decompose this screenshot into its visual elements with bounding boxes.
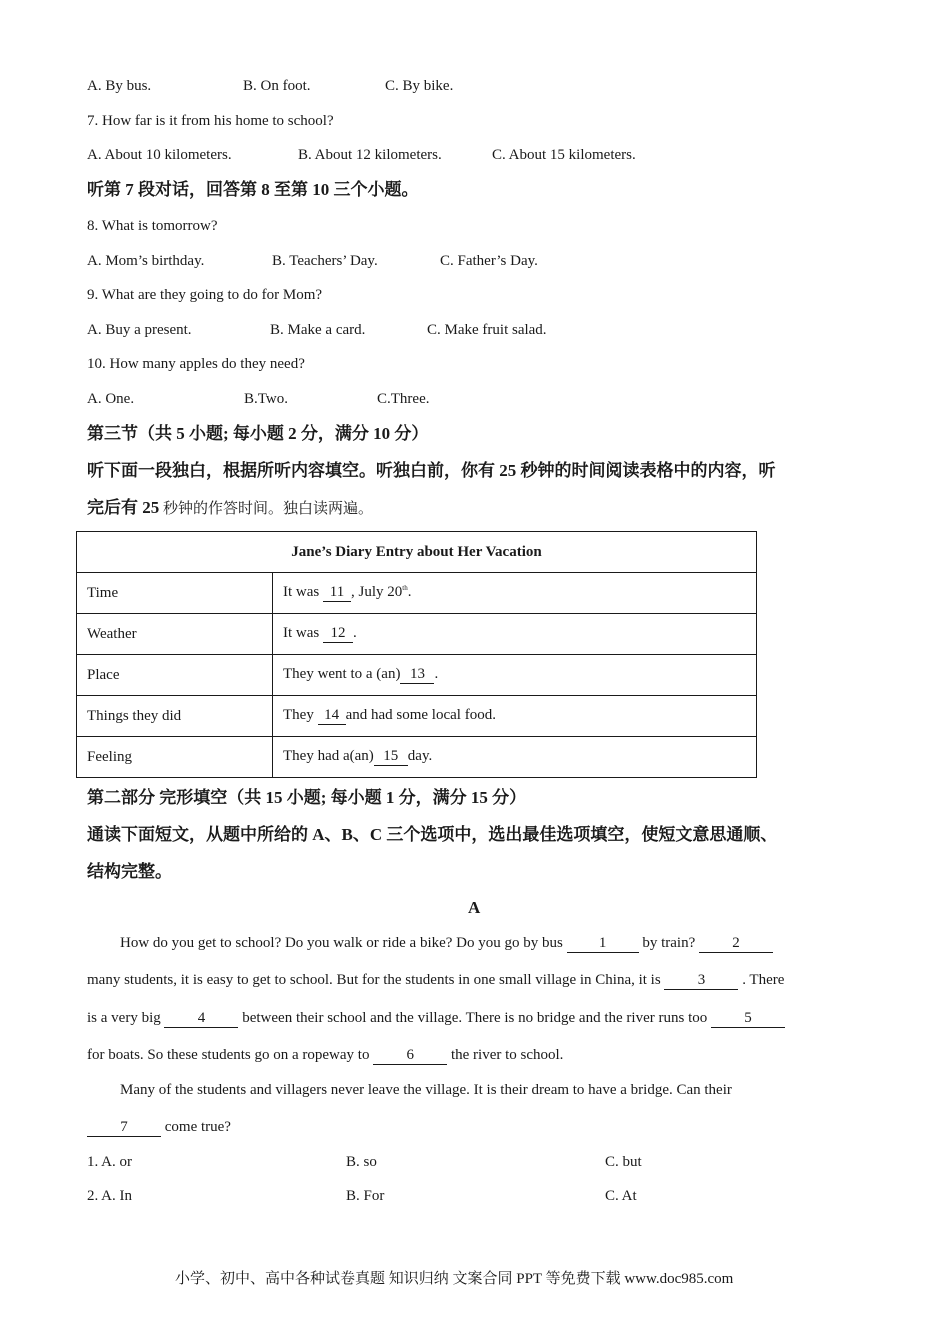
table-row <box>77 655 757 696</box>
answer-blank: 13 <box>400 666 434 684</box>
passage-line <box>87 1009 785 1028</box>
dialog7-header: 听第 7 段对话，回答第 8 至第 10 三个小题。 <box>87 180 419 199</box>
cloze-blank: 5 <box>711 1010 785 1028</box>
answer-blank: 12 <box>323 625 353 643</box>
cloze-blank: 3 <box>664 972 738 990</box>
row-text: . <box>353 625 357 642</box>
cloze-blank: 7 <box>87 1119 161 1137</box>
row-text: It was <box>283 584 320 601</box>
q7-option-b: B. About 12 kilometers. <box>298 147 442 163</box>
q8-option-c: C. Father’s Day. <box>440 253 538 269</box>
superscript: th <box>402 584 408 593</box>
row-label: Things they did <box>77 696 273 737</box>
answer-blank: 14 <box>318 707 346 725</box>
q10-option-b: B.Two. <box>244 391 288 407</box>
cloze-blank: 2 <box>699 935 773 953</box>
q6-option-a: A. By bus. <box>87 78 152 94</box>
q7-question: 7. How far is it from his home to school? <box>87 113 334 129</box>
passage-text: the river to school. <box>450 1047 564 1063</box>
section3-instruction-line2 <box>87 498 373 518</box>
cloze-blank: 6 <box>373 1047 447 1065</box>
section3-instruction-bold: 完后有 25 <box>87 498 160 517</box>
cloze-q2-option-b: B. For <box>346 1188 385 1204</box>
q7-option-c: C. About 15 kilometers. <box>492 147 636 163</box>
q9-option-b: B. Make a card. <box>270 322 366 338</box>
cloze-q2-option-a: 2. A. In <box>87 1188 132 1204</box>
row-text: They went to a (an) <box>283 666 401 683</box>
passage-text: many students, it is easy to get to school. But for the students in one small village in China, it is <box>87 972 661 988</box>
row-text: They <box>283 707 314 724</box>
q6-option-b: B. On foot. <box>243 78 311 94</box>
section3-instruction-line1: 听下面一段独白，根据所听内容填空。听独白前，你有 25 秒钟的时间阅读表格中的内容，听 <box>87 461 776 480</box>
table-row <box>77 573 757 614</box>
q8-question: 8. What is tomorrow? <box>87 218 218 234</box>
cloze-q1-option-a: 1. A. or <box>87 1154 132 1170</box>
passage-line <box>87 1118 231 1137</box>
passage-text: between their school and the village. There is no bridge and the river runs too <box>242 1010 708 1026</box>
table-title: Jane’s Diary Entry about Her Vacation <box>77 532 757 573</box>
table-row <box>77 614 757 655</box>
cloze-blank: 4 <box>164 1010 238 1028</box>
answer-blank: 11 <box>323 584 351 602</box>
row-text: , July 20 <box>351 584 403 601</box>
table-header-row <box>77 532 757 573</box>
row-text: . <box>434 666 439 683</box>
q10-option-a: A. One. <box>87 391 135 407</box>
table-row <box>77 696 757 737</box>
q10-option-c: C.Three. <box>377 391 430 407</box>
row-text: day. <box>407 748 433 765</box>
row-text: It was <box>283 625 320 642</box>
passage-line: Many of the students and villagers never leave the village. It is their dream to have a bridge. Can their <box>120 1082 732 1098</box>
page-footer: 小学、初中、高中各种试卷真题 知识归纳 文案合同 PPT 等免费下载 www.doc985.com <box>175 1271 734 1287</box>
part2-instruction-line2: 结构完整。 <box>87 862 172 881</box>
cloze-blank: 1 <box>567 935 639 953</box>
q9-question: 9. What are they going to do for Mom? <box>87 287 323 303</box>
section3-instruction-rest: 秒钟的作答时间。独白读两遍。 <box>163 501 374 517</box>
row-text: and had some local food. <box>345 707 496 724</box>
passage-text: is a very big <box>87 1010 161 1026</box>
section3-header: 第三节（共 5 小题; 每小题 2 分，满分 10 分） <box>87 424 429 443</box>
passage-label: A <box>468 898 481 917</box>
row-content <box>273 573 757 614</box>
row-content <box>273 737 757 778</box>
row-label: Feeling <box>77 737 273 778</box>
row-content <box>273 655 757 696</box>
cloze-q1-option-b: B. so <box>346 1154 377 1170</box>
passage-text: come true? <box>164 1119 231 1135</box>
passage-text: . There <box>742 972 785 988</box>
diary-table <box>76 531 757 778</box>
q8-option-a: A. Mom’s birthday. <box>87 253 205 269</box>
passage-line <box>120 934 773 953</box>
passage-line <box>87 1046 563 1065</box>
q10-question: 10. How many apples do they need? <box>87 356 305 372</box>
part2-instruction-line1: 通读下面短文，从题中所给的 A、B、C 三个选项中，选出最佳选项填空，使短文意思通顺、 <box>87 825 778 844</box>
part2-header: 第二部分 完形填空（共 15 小题; 每小题 1 分，满分 15 分） <box>87 788 527 807</box>
table-row <box>77 737 757 778</box>
q9-option-a: A. Buy a present. <box>87 322 192 338</box>
row-text: . <box>407 584 412 601</box>
q7-option-a: A. About 10 kilometers. <box>87 147 232 163</box>
row-label: Weather <box>77 614 273 655</box>
passage-line <box>87 971 784 990</box>
row-text: They had a(an) <box>283 748 374 765</box>
passage-text: How do you get to school? Do you walk or ride a bike? Do you go by bus <box>120 935 563 951</box>
answer-blank: 15 <box>374 748 408 766</box>
row-content <box>273 614 757 655</box>
row-label: Time <box>77 573 273 614</box>
cloze-q1-option-c: C. but <box>605 1154 642 1170</box>
q6-option-c: C. By bike. <box>385 78 454 94</box>
passage-text: by train? <box>642 935 696 951</box>
q9-option-c: C. Make fruit salad. <box>427 322 547 338</box>
row-label: Place <box>77 655 273 696</box>
cloze-q2-option-c: C. At <box>605 1188 637 1204</box>
q8-option-b: B. Teachers’ Day. <box>272 253 378 269</box>
passage-text: for boats. So these students go on a ropeway to <box>87 1047 370 1063</box>
row-content <box>273 696 757 737</box>
